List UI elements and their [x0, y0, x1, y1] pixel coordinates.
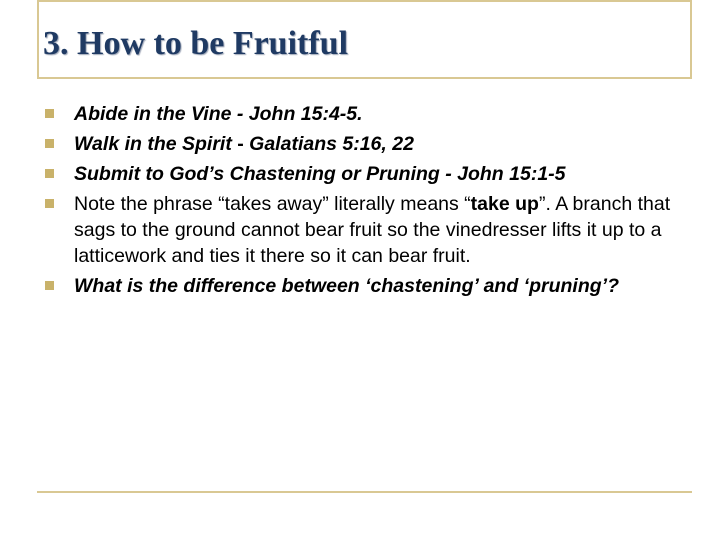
- bullet-text: Abide in the Vine - John 15:4-5: [74, 103, 358, 125]
- square-bullet-icon: [45, 169, 54, 178]
- bullet-item-walk: [38, 131, 678, 157]
- bullet-text-emphasis: take up: [470, 193, 539, 215]
- bottom-rule: [37, 491, 692, 493]
- square-bullet-icon: [45, 109, 54, 118]
- square-bullet-icon: [45, 199, 54, 208]
- bullet-text: Walk in the Spirit: [74, 133, 232, 155]
- title-frame-right: [690, 0, 692, 77]
- bullet-text: Note the phrase “takes away” literally means “: [74, 193, 471, 215]
- square-bullet-icon: [45, 281, 54, 290]
- bullet-text: Submit to God’s Chastening or Pruning - John 15:1-5: [74, 163, 566, 185]
- title-underline: [37, 77, 692, 79]
- bullet-text: -: [231, 133, 250, 155]
- bullet-item-abide: [38, 101, 678, 127]
- slide-title: 3. How to be Fruitful: [43, 25, 349, 62]
- bullet-item-submit: [38, 161, 678, 187]
- title-frame-left: [37, 0, 39, 77]
- bullet-item-question: [38, 273, 678, 299]
- bullet-text: What is the difference between ‘chastening’ and ‘pruning’?: [74, 275, 619, 297]
- bullet-text: .: [357, 103, 363, 125]
- square-bullet-icon: [45, 139, 54, 148]
- top-rule: [37, 0, 692, 2]
- bullet-list: [38, 101, 678, 303]
- bullet-text: ”. A branch that sags to the ground cannot bear fruit so the vinedresser lifts it up to a latticework and ties it there so it can bear fruit.: [74, 193, 671, 267]
- bullet-item-note: [38, 191, 678, 269]
- bullet-text: Galatians 5:16, 22: [249, 133, 414, 155]
